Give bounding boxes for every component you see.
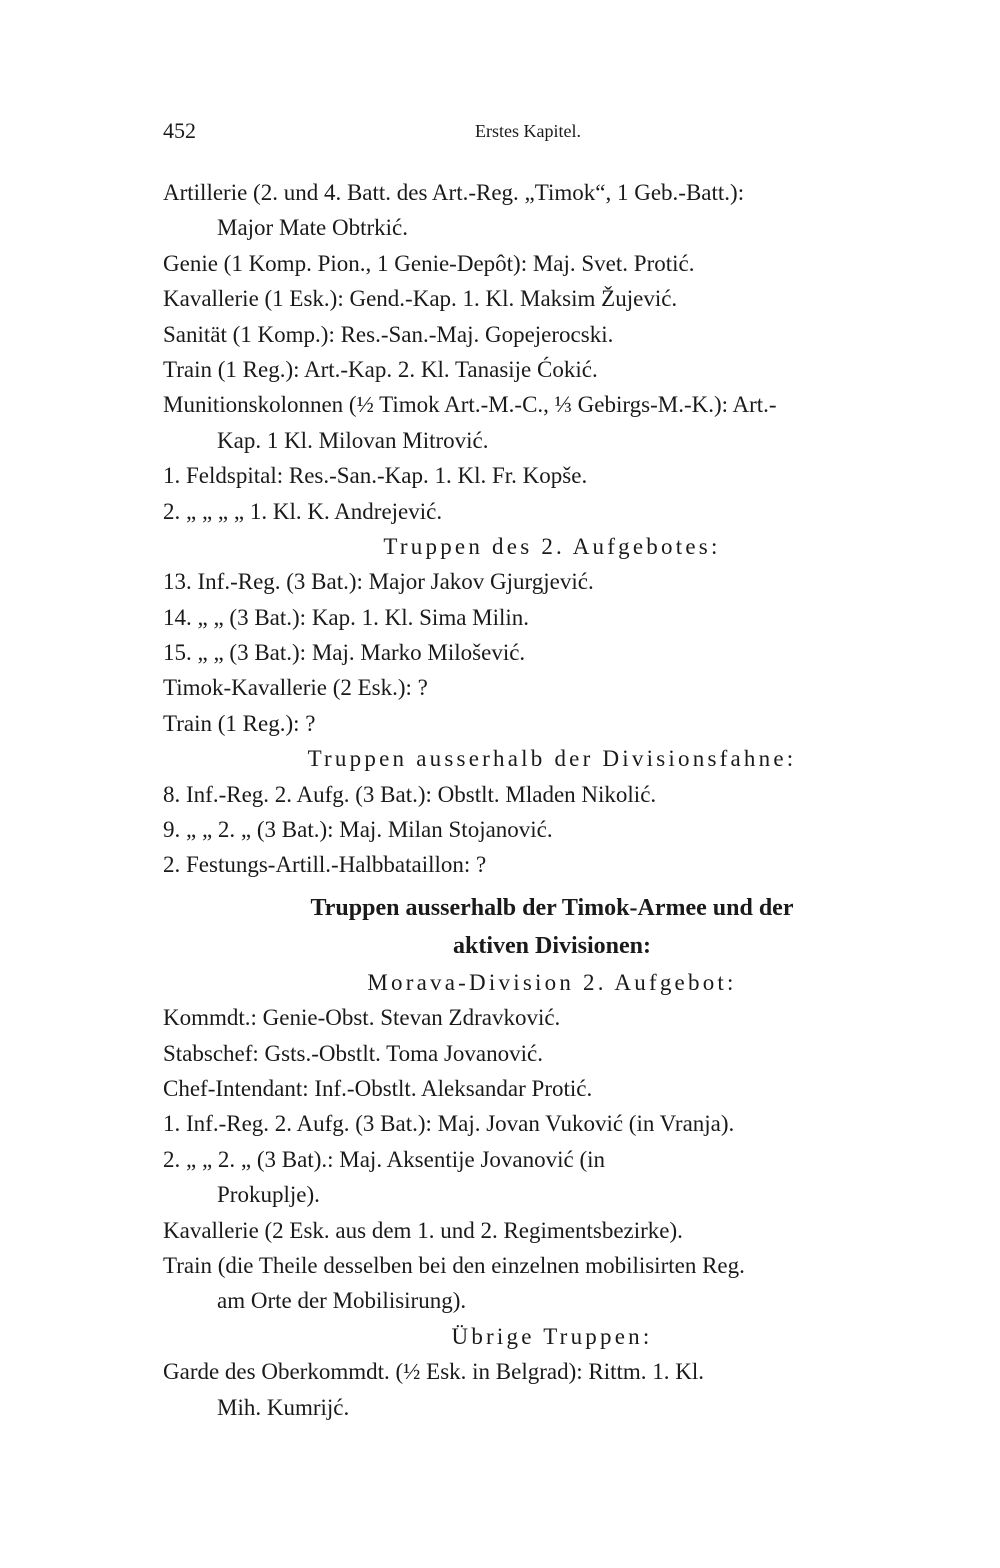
text-line: Stabschef: Gsts.-Obstlt. Toma Jovanović. [163,1040,543,1066]
text-line: Garde des Oberkommdt. (½ Esk. in Belgrad): Rittm. 1. Kl. [163,1359,705,1385]
text-line: 13. Inf.-Reg. (3 Bat.): Major Jakov Gjurgjević. [163,569,594,595]
section-heading: Übrige Truppen: [451,1323,653,1349]
section-heading: Truppen ausserhalb der Divisionsfahne: [307,746,797,772]
text-line: Genie (1 Komp. Pion., 1 Genie-Depôt): Maj. Svet. Protić. [163,250,695,276]
text-line: Mih. Kumrijć. [217,1394,350,1420]
running-head: Erstes Kapitel. [475,121,581,141]
page-body [163,175,941,1425]
text-line: Artillerie (2. und 4. Batt. des Art.-Reg. „Timok“, 1 Geb.-Batt.): [163,180,745,205]
text-line: Major Mate Obtrkić. [217,215,408,241]
text-line: 15. „ „ (3 Bat.): Maj. Marko Milošević. [163,640,526,666]
text-line: Chef-Intendant: Inf.-Obstlt. Aleksandar Protić. [163,1075,593,1101]
text-line: Timok-Kavallerie (2 Esk.): ? [163,675,428,701]
text-line: Train (1 Reg.): ? [163,710,316,736]
text-line: 2. „ „ „ „ 1. Kl. K. Andrejević. [163,498,443,524]
text-line: Kavallerie (1 Esk.): Gend.-Kap. 1. Kl. Maksim Žujević. [163,286,678,312]
page-header [163,118,843,148]
text-line: Munitionskolonnen (½ Timok Art.-M.-C., ⅓ Gebirgs-M.-K.): Art.- [163,392,777,418]
text-line: Kavallerie (2 Esk. aus dem 1. und 2. Regimentsbezirke). [163,1217,683,1243]
text-line: 2. Festungs-Artill.-Halbbataillon: ? [163,852,487,878]
text-line: Kap. 1 Kl. Milovan Mitrović. [217,427,489,453]
text-line: Kommdt.: Genie-Obst. Stevan Zdravković. [163,1005,561,1031]
main-heading-line: aktiven Divisionen: [452,932,652,959]
text-line: Train (1 Reg.): Art.-Kap. 2. Kl. Tanasije Ćokić. [163,356,598,382]
section-heading: Morava-Division 2. Aufgebot: [367,969,737,995]
text-line: Sanität (1 Komp.): Res.-San.-Maj. Gopejerocski. [163,321,614,347]
text-line: 14. „ „ (3 Bat.): Kap. 1. Kl. Sima Milin. [163,604,530,630]
text-line: 1. Feldspital: Res.-San.-Kap. 1. Kl. Fr. Kopše. [163,463,588,489]
text-line: 2. „ „ 2. „ (3 Bat).: Maj. Aksentije Jovanović (in [163,1146,606,1172]
text-line: am Orte der Mobilisirung). [217,1288,467,1314]
text-line: 9. „ „ 2. „ (3 Bat.): Maj. Milan Stojanović. [163,817,553,843]
section-heading: Truppen des 2. Aufgebotes: [383,533,721,559]
text-line: 1. Inf.-Reg. 2. Aufg. (3 Bat.): Maj. Jovan Vuković (in Vranja). [163,1111,735,1137]
text-line: Train (die Theile desselben bei den einzelnen mobilisirten Reg. [163,1252,745,1278]
text-line: 8. Inf.-Reg. 2. Aufg. (3 Bat.): Obstlt. Mladen Nikolić. [163,781,657,807]
text-line: Prokuplje). [217,1182,320,1208]
page-number: 452 [163,118,196,143]
main-heading-line: Truppen ausserhalb der Timok-Armee und der [310,894,794,921]
